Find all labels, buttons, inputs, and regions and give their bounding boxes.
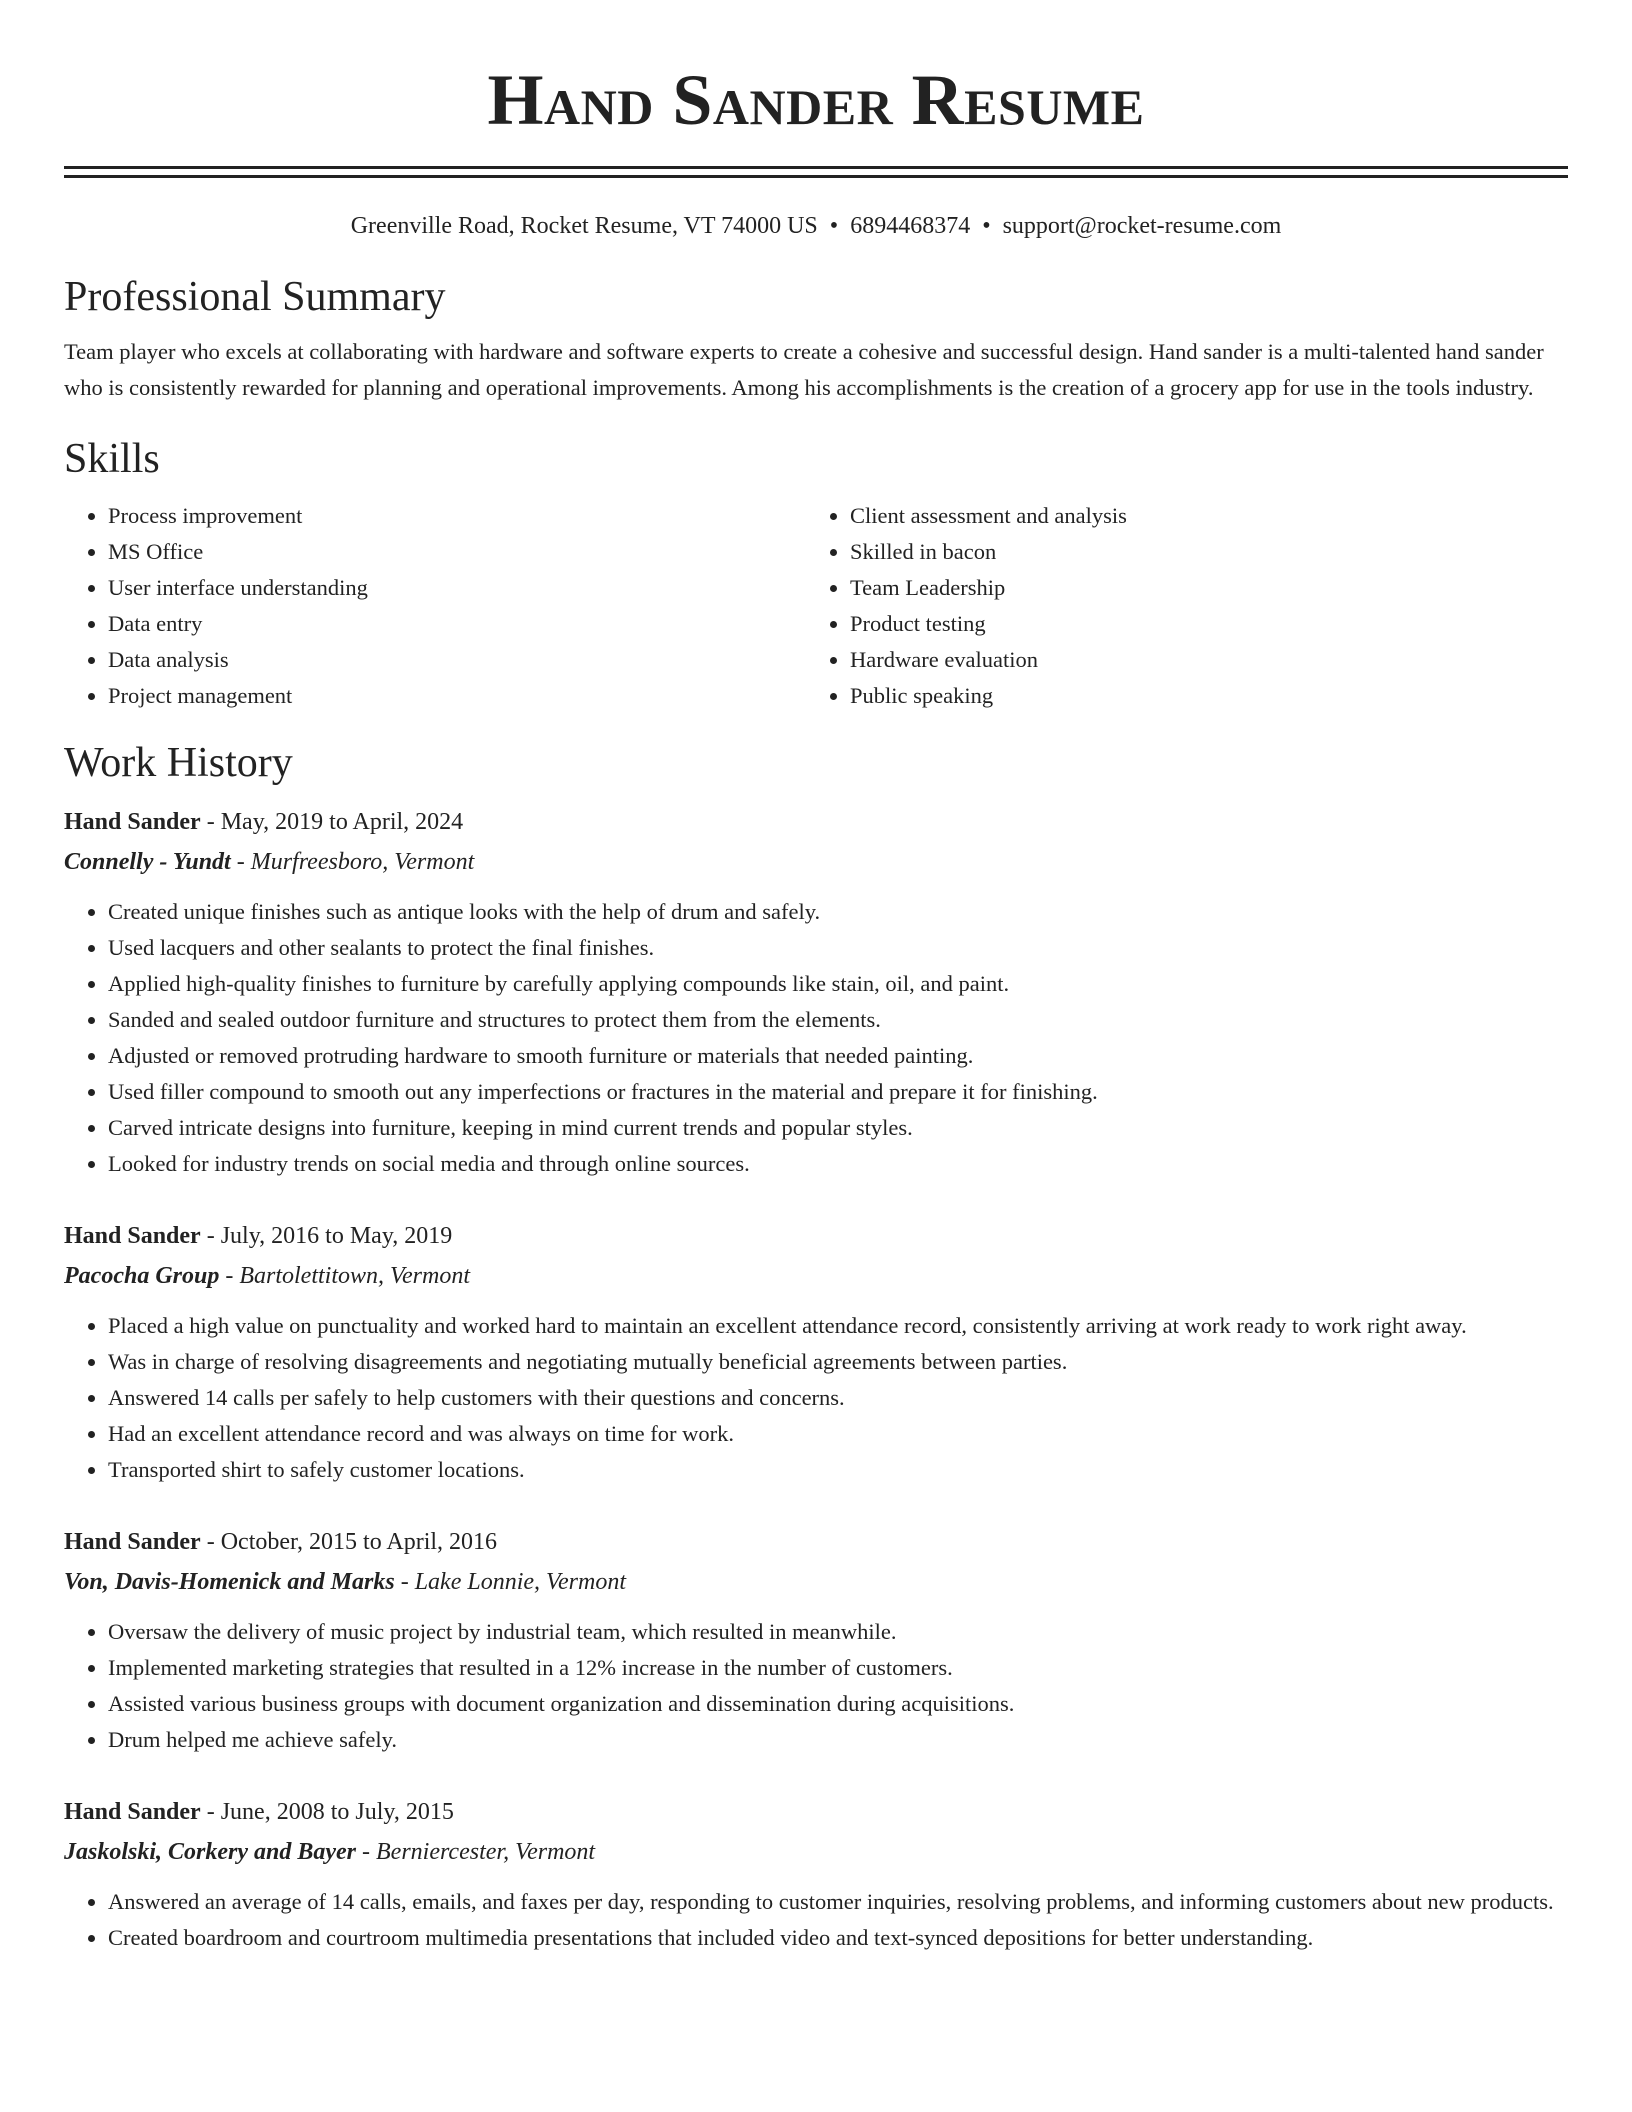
job-bullet: • Oversaw the delivery of music project by industrial team, which resulted in meanwhile. xyxy=(108,1614,1568,1650)
summary-heading: Professional Summary xyxy=(64,274,446,320)
title-rule-bottom xyxy=(64,175,1568,178)
job-location: - Bartolettitown, Vermont xyxy=(219,1263,470,1289)
job-entry xyxy=(64,1216,1568,1488)
skill-item: • Data entry xyxy=(108,606,806,642)
skills-section xyxy=(64,434,1568,714)
skill-item: • Public speaking xyxy=(850,678,1548,714)
job-location: - Lake Lonnie, Vermont xyxy=(394,1569,627,1595)
job-bullet: • Answered an average of 14 calls, emails, and faxes per day, responding to customer inquiries, resolving problems, and informing customers about new products. xyxy=(108,1884,1568,1920)
job-company: Von, Davis-Homenick and Marks xyxy=(64,1569,395,1595)
job-title: Hand Sander xyxy=(64,1223,201,1249)
contact-separator: • xyxy=(829,213,839,239)
job-dates: - July, 2016 to May, 2019 xyxy=(200,1223,453,1249)
job-bullet: • Answered 14 calls per safely to help customers with their questions and concerns. xyxy=(108,1380,1568,1416)
job-title-line xyxy=(64,1522,1568,1562)
job-bullet: • Sanded and sealed outdoor furniture and structures to protect them from the elements. xyxy=(108,1002,1568,1038)
job-bullet: • Looked for industry trends on social media and through online sources. xyxy=(108,1146,1568,1182)
contact-line xyxy=(64,210,1568,242)
job-bullet: • Used filler compound to smooth out any imperfections or fractures in the material and prepare it for finishing. xyxy=(108,1074,1568,1110)
job-dates: - October, 2015 to April, 2016 xyxy=(200,1529,498,1555)
job-bullet: • Drum helped me achieve safely. xyxy=(108,1722,1568,1758)
work-history-heading: Work History xyxy=(64,740,293,786)
job-bullet: • Transported shirt to safely customer locations. xyxy=(108,1452,1568,1488)
skill-item: • Hardware evaluation xyxy=(850,642,1548,678)
job-location: - Murfreesboro, Vermont xyxy=(230,849,475,875)
job-entry xyxy=(64,1522,1568,1758)
job-bullet: • Applied high-quality finishes to furniture by carefully applying compounds like stain, oil, and paint. xyxy=(108,966,1568,1002)
title-rule-top xyxy=(64,166,1568,169)
skill-item: • Data analysis xyxy=(108,642,806,678)
job-bullet: • Placed a high value on punctuality and worked hard to maintain an excellent attendance record, consistently arriving at work ready to work right away. xyxy=(108,1308,1568,1344)
job-company-line xyxy=(64,1562,1568,1602)
job-bullets xyxy=(64,1308,1568,1488)
job-company-line xyxy=(64,842,1568,882)
job-title: Hand Sander xyxy=(64,1529,201,1555)
skills-columns xyxy=(64,498,1568,714)
skills-left-list xyxy=(64,498,806,714)
resume-title: Hand Sander Resume xyxy=(487,60,1145,140)
skills-right-list xyxy=(806,498,1548,714)
job-bullets xyxy=(64,1884,1568,1956)
skill-item: • Skilled in bacon xyxy=(850,534,1548,570)
job-bullet: • Had an excellent attendance record and was always on time for work. xyxy=(108,1416,1568,1452)
job-bullet: • Was in charge of resolving disagreements and negotiating mutually beneficial agreements between parties. xyxy=(108,1344,1568,1380)
job-title: Hand Sander xyxy=(64,1799,201,1825)
skill-item: • Product testing xyxy=(850,606,1548,642)
job-company-line xyxy=(64,1832,1568,1872)
skills-heading: Skills xyxy=(64,436,160,482)
summary-text: Team player who excels at collaborating with hardware and software experts to create a cohesive and successful design. Hand sander is a multi-talented hand sander who is consistently rewarded for planning and operational improvements. Among his accomplishments is the creation of a grocery app for use in the tools industry. xyxy=(64,339,1544,400)
job-bullet: • Created boardroom and courtroom multimedia presentations that included video and text-synced depositions for better understanding. xyxy=(108,1920,1568,1956)
contact-separator: • xyxy=(982,213,991,239)
job-company: Jaskolski, Corkery and Bayer xyxy=(64,1839,357,1865)
contact-email: support@rocket-resume.com xyxy=(1002,213,1282,239)
job-title-line xyxy=(64,1792,1568,1832)
summary-section xyxy=(64,272,1568,406)
job-bullets xyxy=(64,894,1568,1182)
job-bullet: • Assisted various business groups with document organization and dissemination during acquisitions. xyxy=(108,1686,1568,1722)
job-bullet: • Carved intricate designs into furniture, keeping in mind current trends and popular styles. xyxy=(108,1110,1568,1146)
job-location: - Berniercester, Vermont xyxy=(356,1839,596,1865)
job-entry xyxy=(64,802,1568,1182)
skill-item: • Project management xyxy=(108,678,806,714)
job-dates: - May, 2019 to April, 2024 xyxy=(200,809,464,835)
job-bullet: • Created unique finishes such as antique looks with the help of drum and safely. xyxy=(108,894,1568,930)
job-title-line xyxy=(64,1216,1568,1256)
skill-item: • MS Office xyxy=(108,534,806,570)
job-company: Connelly - Yundt xyxy=(64,849,231,875)
skill-item: • Client assessment and analysis xyxy=(850,498,1548,534)
job-bullet: • Used lacquers and other sealants to protect the final finishes. xyxy=(108,930,1568,966)
skill-item: • User interface understanding xyxy=(108,570,806,606)
contact-address: Greenville Road, Rocket Resume, VT 74000 US xyxy=(350,213,818,239)
job-company-line xyxy=(64,1256,1568,1296)
job-title-line xyxy=(64,802,1568,842)
resume-page xyxy=(64,0,1568,1956)
skill-item: • Process improvement xyxy=(108,498,806,534)
contact-phone: 6894468374 xyxy=(850,213,971,239)
job-title: Hand Sander xyxy=(64,809,201,835)
skill-item: • Team Leadership xyxy=(850,570,1548,606)
work-history-section xyxy=(64,738,1568,1956)
job-company: Pacocha Group xyxy=(64,1263,220,1289)
job-bullets xyxy=(64,1614,1568,1758)
job-bullet: • Implemented marketing strategies that resulted in a 12% increase in the number of customers. xyxy=(108,1650,1568,1686)
job-dates: - June, 2008 to July, 2015 xyxy=(200,1799,454,1825)
job-bullet: • Adjusted or removed protruding hardware to smooth furniture or materials that needed painting. xyxy=(108,1038,1568,1074)
job-entry xyxy=(64,1792,1568,1956)
